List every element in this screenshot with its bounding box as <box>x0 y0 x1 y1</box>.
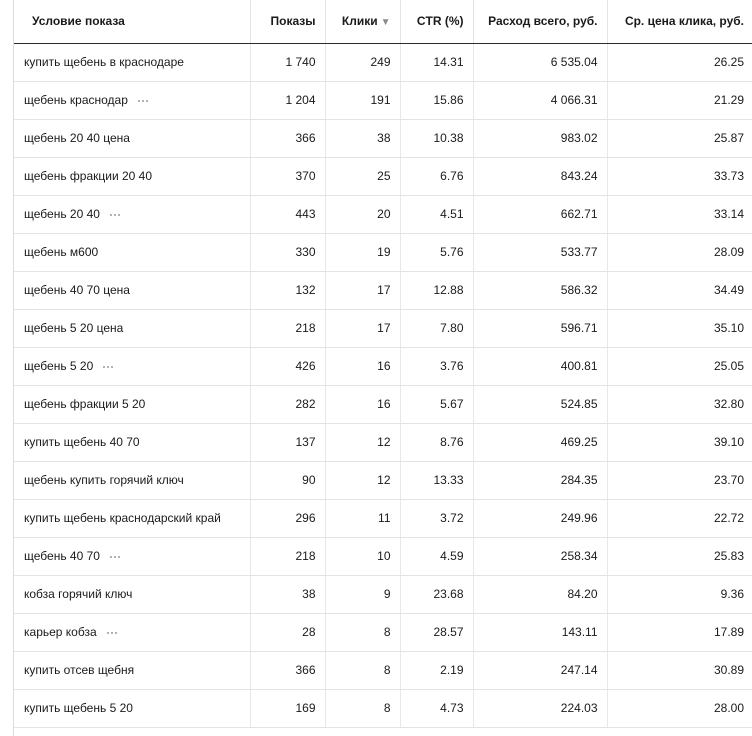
cell-condition[interactable] <box>14 385 250 423</box>
cell-ctr <box>400 575 473 613</box>
stats-table-container <box>13 0 752 736</box>
ctr-value: 4.59 <box>440 549 464 563</box>
spend-value: 400.81 <box>560 359 598 373</box>
ctr-value: 28.57 <box>433 625 464 639</box>
ctr-value: 2.19 <box>440 663 464 677</box>
ctr-value: 23.68 <box>433 587 464 601</box>
condition-text: щебень 40 70 цена <box>24 283 130 297</box>
cell-cpc <box>607 575 752 613</box>
condition-text: щебень 40 70 <box>24 549 100 563</box>
clicks-value: 249 <box>370 55 391 69</box>
column-header-ctr[interactable] <box>400 0 473 43</box>
clicks-value: 12 <box>377 435 391 449</box>
condition-text: щебень краснодар <box>24 93 128 107</box>
condition-text: кобза горячий ключ <box>24 587 133 601</box>
cell-condition[interactable] <box>14 157 250 195</box>
cell-ctr <box>400 233 473 271</box>
sort-down-icon[interactable]: ▼ <box>380 17 391 29</box>
ctr-value: 13.33 <box>433 473 464 487</box>
clicks-value: 19 <box>377 245 391 259</box>
cell-ctr <box>400 271 473 309</box>
column-header-clicks[interactable] <box>325 0 400 43</box>
spend-value: 4 066.31 <box>550 93 598 107</box>
condition-text: купить отсев щебня <box>24 663 135 677</box>
spend-value: 143.11 <box>561 625 598 639</box>
cell-condition[interactable] <box>14 613 250 651</box>
condition-text: щебень 20 40 <box>24 207 100 221</box>
cpc-value: 22.72 <box>713 511 744 525</box>
spend-value: 662.71 <box>560 207 598 221</box>
cell-cpc <box>607 385 752 423</box>
cpc-value: 25.83 <box>713 549 744 563</box>
ctr-value: 4.73 <box>440 701 464 715</box>
impressions-value: 90 <box>302 473 316 487</box>
cell-clicks <box>325 575 400 613</box>
cell-ctr <box>400 461 473 499</box>
ctr-value: 12.88 <box>433 283 464 297</box>
spend-value: 247.14 <box>560 663 598 677</box>
cell-clicks <box>325 81 400 119</box>
cell-ctr <box>400 119 473 157</box>
table-row[interactable] <box>14 423 752 461</box>
cell-spend <box>473 43 607 81</box>
impressions-value: 426 <box>295 359 316 373</box>
impressions-value: 28 <box>302 625 316 639</box>
column-header-condition[interactable] <box>14 0 250 43</box>
cell-clicks <box>325 157 400 195</box>
cpc-value: 32.80 <box>713 397 744 411</box>
clicks-value: 38 <box>377 131 391 145</box>
table-row[interactable] <box>14 43 752 81</box>
spend-value: 84.20 <box>567 587 598 601</box>
cpc-value: 26.25 <box>713 55 744 69</box>
more-horizontal-icon[interactable] <box>101 363 115 371</box>
cell-cpc <box>607 233 752 271</box>
clicks-value: 11 <box>378 511 391 525</box>
cell-impressions <box>250 537 325 575</box>
cell-clicks <box>325 347 400 385</box>
stats-table <box>14 0 752 728</box>
cpc-value: 9.36 <box>720 587 744 601</box>
ctr-value: 10.38 <box>433 131 464 145</box>
cpc-value: 25.05 <box>713 359 744 373</box>
clicks-value: 10 <box>377 549 391 563</box>
cell-cpc <box>607 81 752 119</box>
cell-condition[interactable] <box>14 43 250 81</box>
table-header <box>14 0 752 43</box>
cell-ctr <box>400 347 473 385</box>
more-horizontal-icon[interactable] <box>136 97 150 105</box>
column-header-spend[interactable] <box>473 0 607 43</box>
clicks-value: 16 <box>377 397 391 411</box>
cpc-value: 28.00 <box>713 701 744 715</box>
cell-cpc <box>607 689 752 727</box>
cell-cpc <box>607 461 752 499</box>
cell-clicks <box>325 43 400 81</box>
cell-condition[interactable] <box>14 461 250 499</box>
clicks-value: 25 <box>377 169 391 183</box>
column-header-label: Расход всего, руб. <box>488 14 598 29</box>
spend-value: 258.34 <box>560 549 598 563</box>
cell-impressions <box>250 271 325 309</box>
header-row <box>14 0 752 43</box>
cell-ctr <box>400 309 473 347</box>
impressions-value: 1 740 <box>285 55 316 69</box>
table-row[interactable] <box>14 233 752 271</box>
table-row[interactable] <box>14 271 752 309</box>
spend-value: 843.24 <box>560 169 598 183</box>
ctr-value: 6.76 <box>440 169 464 183</box>
cpc-value: 25.87 <box>713 131 744 145</box>
spend-value: 524.85 <box>560 397 598 411</box>
cell-spend <box>473 499 607 537</box>
table-row[interactable] <box>14 119 752 157</box>
cell-impressions <box>250 347 325 385</box>
condition-text: купить щебень краснодарский край <box>24 511 221 525</box>
ctr-value: 8.76 <box>440 435 464 449</box>
ctr-value: 5.67 <box>440 397 464 411</box>
left-margin <box>0 0 13 736</box>
cell-clicks <box>325 423 400 461</box>
cell-spend <box>473 689 607 727</box>
cell-impressions <box>250 499 325 537</box>
cell-clicks <box>325 651 400 689</box>
cell-cpc <box>607 309 752 347</box>
cell-spend <box>473 651 607 689</box>
cell-cpc <box>607 423 752 461</box>
cell-ctr <box>400 537 473 575</box>
more-horizontal-icon[interactable] <box>105 629 119 637</box>
cell-condition[interactable] <box>14 195 250 233</box>
impressions-value: 169 <box>295 701 316 715</box>
impressions-value: 330 <box>295 245 316 259</box>
table-body <box>14 43 752 727</box>
impressions-value: 282 <box>295 397 316 411</box>
cell-condition[interactable] <box>14 119 250 157</box>
cell-clicks <box>325 499 400 537</box>
ctr-value: 4.51 <box>440 207 464 221</box>
cell-impressions <box>250 81 325 119</box>
cpc-value: 39.10 <box>713 435 744 449</box>
condition-text: купить щебень 40 70 <box>24 435 140 449</box>
cell-cpc <box>607 157 752 195</box>
column-header-label: CTR (%) <box>416 14 464 29</box>
cell-clicks <box>325 195 400 233</box>
cell-clicks <box>325 309 400 347</box>
cell-ctr <box>400 423 473 461</box>
impressions-value: 137 <box>295 435 316 449</box>
cell-ctr <box>400 81 473 119</box>
table-row[interactable] <box>14 651 752 689</box>
impressions-value: 218 <box>295 549 316 563</box>
table-row[interactable] <box>14 689 752 727</box>
cell-spend <box>473 233 607 271</box>
cell-condition[interactable] <box>14 233 250 271</box>
clicks-value: 20 <box>377 207 391 221</box>
condition-text: щебень 20 40 цена <box>24 131 130 145</box>
cell-impressions <box>250 119 325 157</box>
clicks-value: 12 <box>377 473 391 487</box>
clicks-value: 16 <box>377 359 391 373</box>
ctr-value: 3.76 <box>440 359 464 373</box>
table-row[interactable] <box>14 461 752 499</box>
clicks-value: 17 <box>377 321 391 335</box>
cell-condition[interactable] <box>14 271 250 309</box>
cell-spend <box>473 119 607 157</box>
column-header-cpc[interactable] <box>607 0 752 43</box>
cell-cpc <box>607 613 752 651</box>
table-row[interactable] <box>14 347 752 385</box>
spend-value: 249.96 <box>560 511 598 525</box>
impressions-value: 443 <box>295 207 316 221</box>
condition-text: купить щебень в краснодаре <box>24 55 184 69</box>
cell-cpc <box>607 119 752 157</box>
cell-spend <box>473 309 607 347</box>
cell-ctr <box>400 43 473 81</box>
cell-cpc <box>607 499 752 537</box>
column-header-impressions[interactable] <box>250 0 325 43</box>
clicks-value: 8 <box>383 701 391 715</box>
cell-spend <box>473 423 607 461</box>
spend-value: 224.03 <box>560 701 598 715</box>
cell-impressions <box>250 689 325 727</box>
spend-value: 983.02 <box>560 131 598 145</box>
cell-ctr <box>400 195 473 233</box>
column-header-label: Показы <box>270 14 316 29</box>
cpc-value: 23.70 <box>713 473 744 487</box>
cell-ctr <box>400 385 473 423</box>
cell-clicks <box>325 233 400 271</box>
cell-spend <box>473 347 607 385</box>
cell-impressions <box>250 423 325 461</box>
column-header-label: Условие показа <box>32 14 125 29</box>
condition-text: щебень м600 <box>24 245 99 259</box>
spend-value: 284.35 <box>560 473 598 487</box>
cell-impressions <box>250 575 325 613</box>
table-row[interactable] <box>14 309 752 347</box>
cell-impressions <box>250 43 325 81</box>
cell-clicks <box>325 119 400 157</box>
cell-ctr <box>400 613 473 651</box>
impressions-value: 366 <box>295 131 316 145</box>
cell-impressions <box>250 195 325 233</box>
cpc-value: 33.14 <box>713 207 744 221</box>
cell-condition[interactable] <box>14 499 250 537</box>
cell-impressions <box>250 157 325 195</box>
cpc-value: 33.73 <box>713 169 744 183</box>
spend-value: 596.71 <box>560 321 598 335</box>
cell-clicks <box>325 613 400 651</box>
spend-value: 586.32 <box>560 283 598 297</box>
cell-condition[interactable] <box>14 81 250 119</box>
clicks-value: 9 <box>383 587 391 601</box>
impressions-value: 1 204 <box>285 93 316 107</box>
cpc-value: 35.10 <box>713 321 744 335</box>
cell-impressions <box>250 385 325 423</box>
cell-spend <box>473 461 607 499</box>
impressions-value: 38 <box>302 587 316 601</box>
cell-impressions <box>250 309 325 347</box>
table-row[interactable] <box>14 575 752 613</box>
column-header-label: Ср. цена клика, руб. <box>624 14 744 29</box>
ctr-value: 14.31 <box>433 55 464 69</box>
condition-text: купить щебень 5 20 <box>24 701 133 715</box>
cell-cpc <box>607 347 752 385</box>
clicks-value: 8 <box>383 663 391 677</box>
condition-text: щебень купить горячий ключ <box>24 473 184 487</box>
cpc-value: 17.89 <box>713 625 744 639</box>
cell-condition[interactable] <box>14 347 250 385</box>
cell-spend <box>473 575 607 613</box>
cell-spend <box>473 195 607 233</box>
spend-value: 469.25 <box>560 435 598 449</box>
condition-text: карьер кобза <box>24 625 97 639</box>
cell-condition[interactable] <box>14 309 250 347</box>
cell-ctr <box>400 499 473 537</box>
cell-ctr <box>400 651 473 689</box>
more-horizontal-icon[interactable] <box>108 211 122 219</box>
table-row[interactable] <box>14 499 752 537</box>
more-horizontal-icon[interactable] <box>108 553 122 561</box>
condition-text: щебень фракции 5 20 <box>24 397 146 411</box>
cell-impressions <box>250 461 325 499</box>
cell-clicks <box>325 385 400 423</box>
condition-text: щебень 5 20 цена <box>24 321 124 335</box>
impressions-value: 296 <box>295 511 316 525</box>
ctr-value: 7.80 <box>440 321 464 335</box>
condition-text: щебень фракции 20 40 <box>24 169 153 183</box>
table-row[interactable] <box>14 613 752 651</box>
clicks-value: 8 <box>383 625 391 639</box>
impressions-value: 218 <box>295 321 316 335</box>
spend-value: 533.77 <box>560 245 598 259</box>
cell-spend <box>473 385 607 423</box>
cell-spend <box>473 271 607 309</box>
cell-condition[interactable] <box>14 537 250 575</box>
cell-cpc <box>607 651 752 689</box>
spend-value: 6 535.04 <box>550 55 598 69</box>
clicks-value: 191 <box>370 93 391 107</box>
cell-clicks <box>325 537 400 575</box>
ctr-value: 5.76 <box>440 245 464 259</box>
cell-condition[interactable] <box>14 689 250 727</box>
condition-text: щебень 5 20 <box>24 359 94 373</box>
cell-spend <box>473 157 607 195</box>
cell-cpc <box>607 271 752 309</box>
table-row[interactable] <box>14 81 752 119</box>
cell-spend <box>473 81 607 119</box>
cell-ctr <box>400 689 473 727</box>
cell-condition[interactable] <box>14 423 250 461</box>
cell-cpc <box>607 537 752 575</box>
table-row[interactable] <box>14 537 752 575</box>
impressions-value: 132 <box>295 283 316 297</box>
ctr-value: 3.72 <box>440 511 464 525</box>
cell-impressions <box>250 613 325 651</box>
cell-clicks <box>325 689 400 727</box>
cell-clicks <box>325 461 400 499</box>
cell-impressions <box>250 233 325 271</box>
clicks-value: 17 <box>377 283 391 297</box>
cpc-value: 28.09 <box>713 245 744 259</box>
table-row[interactable] <box>14 385 752 423</box>
table-row[interactable] <box>14 195 752 233</box>
cell-cpc <box>607 195 752 233</box>
impressions-value: 366 <box>295 663 316 677</box>
cell-cpc <box>607 43 752 81</box>
cpc-value: 21.29 <box>713 93 744 107</box>
ctr-value: 15.86 <box>433 93 464 107</box>
cell-clicks <box>325 271 400 309</box>
impressions-value: 370 <box>295 169 316 183</box>
cpc-value: 34.49 <box>713 283 744 297</box>
cell-spend <box>473 537 607 575</box>
table-row[interactable] <box>14 157 752 195</box>
cell-condition[interactable] <box>14 651 250 689</box>
cell-ctr <box>400 157 473 195</box>
cell-condition[interactable] <box>14 575 250 613</box>
cell-impressions <box>250 651 325 689</box>
cpc-value: 30.89 <box>713 663 744 677</box>
cell-spend <box>473 613 607 651</box>
column-header-label: Клики <box>341 14 378 29</box>
